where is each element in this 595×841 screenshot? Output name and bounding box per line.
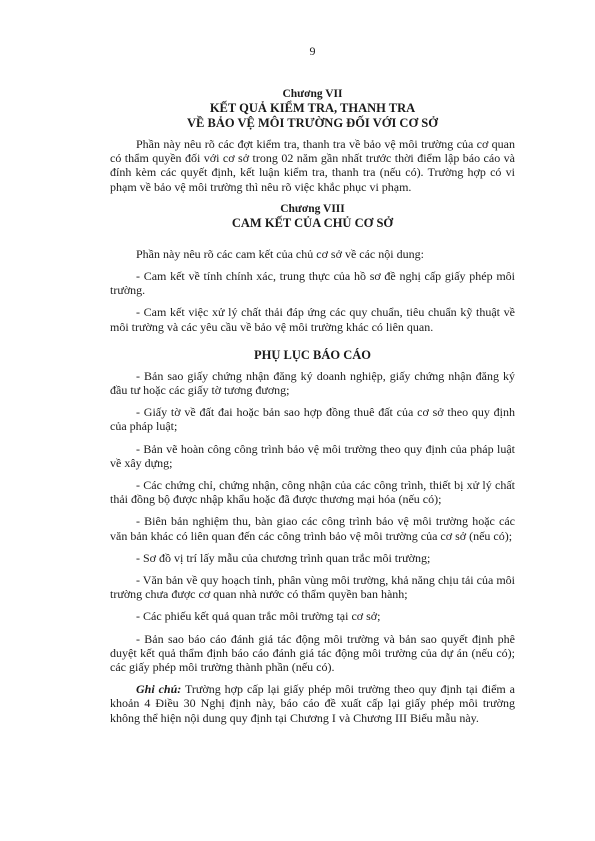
chapter-7-heading-line1: KẾT QUẢ KIỂM TRA, THANH TRA <box>209 101 416 115</box>
chapter-8-item: - Cam kết việc xử lý chất thải đáp ứng các quy chuẩn, tiêu chuẩn kỹ thuật về môi trường và các yêu cầu về bảo vệ môi trường khác có liên quan. <box>110 305 515 334</box>
appendix-item: - Các phiếu kết quả quan trắc môi trường tại cơ sở; <box>136 609 381 624</box>
chapter-7-heading-line2: VỀ BẢO VỆ MÔI TRƯỜNG ĐỐI VỚI CƠ SỞ <box>187 116 438 130</box>
note-label: Ghi chú: <box>136 682 182 697</box>
appendix-item: - Bản sao báo cáo đánh giá tác động môi trường và bản sao quyết định phê duyệt kết quả thẩm định báo cáo đánh giá tác động môi trường của dự án (nếu có); các giấy phép môi trường thành phần (nếu có). <box>110 631 515 675</box>
appendix-item: - Các chứng chỉ, chứng nhận, công nhận của các công trình, thiết bị xử lý chất thải đồng bộ được nhập khẩu hoặc đã được thương mại hóa (nếu có); <box>110 478 515 507</box>
appendix-item: - Bản sao giấy chứng nhận đăng ký doanh nghiệp, giấy chứng nhận đăng ký đầu tư hoặc các giấy tờ tương đương; <box>110 368 515 398</box>
appendix-item: - Giấy tờ về đất đai hoặc bản sao hợp đồng thuê đất của cơ sở theo quy định của pháp luật; <box>110 405 515 434</box>
appendix-item: - Bản vẽ hoàn công công trình bảo vệ môi trường theo quy định của pháp luật về xây dựng; <box>110 441 515 470</box>
appendix-note <box>110 682 515 725</box>
chapter-8-label: Chương VIII <box>280 202 345 215</box>
appendix-item: - Sơ đồ vị trí lấy mẫu của chương trình quan trắc môi trường; <box>136 550 431 565</box>
chapter-7-section <box>110 87 515 194</box>
chapter-7-label: Chương VII <box>282 88 343 100</box>
chapter-8-item: - Cam kết về tính chính xác, trung thực của hồ sơ đề nghị cấp giấy phép môi trường. <box>110 269 515 298</box>
appendix-item: - Văn bản về quy hoạch tỉnh, phân vùng môi trường, khả năng chịu tải của môi trường chưa được cơ quan nhà nước có thẩm quyền ban hành; <box>110 573 515 602</box>
page-number: 9 <box>309 44 316 58</box>
appendix-section <box>110 348 515 725</box>
chapter-8-section <box>110 202 515 334</box>
appendix-heading: PHỤ LỤC BÁO CÁO <box>253 347 372 362</box>
chapter-8-intro: Phần này nêu rõ các cam kết của chủ cơ sở về các nội dung: <box>136 246 424 261</box>
appendix-item: - Biên bản nghiệm thu, bàn giao các công trình bảo vệ môi trường hoặc các văn bản khác có liên quan đến các công trình bảo vệ môi trường của cơ sở (nếu có); <box>110 514 515 543</box>
chapter-8-heading: CAM KẾT CỦA CHỦ CƠ SỞ <box>231 215 394 230</box>
note-text: Trường hợp cấp lại giấy phép môi trường theo quy định tại điểm a khoản 4 Điều 30 Nghị định này, báo cáo đề xuất cấp lại giấy phép môi trường không thể hiện nội dung quy định tại Chương I và Chương III Biểu mẫu này. <box>110 682 516 725</box>
chapter-7-paragraph: Phần này nêu rõ các đợt kiểm tra, thanh tra về bảo vệ môi trường của cơ quan có thẩm quyền đối với cơ sở trong 02 năm gần nhất trước thời điểm lập báo cáo và đính kèm các quyết định, kết luận kiểm tra, thanh tra (nếu có). Trường hợp có vi phạm về bảo vệ môi trường thì nêu rõ việc khắc phục vi phạm. <box>110 137 515 194</box>
